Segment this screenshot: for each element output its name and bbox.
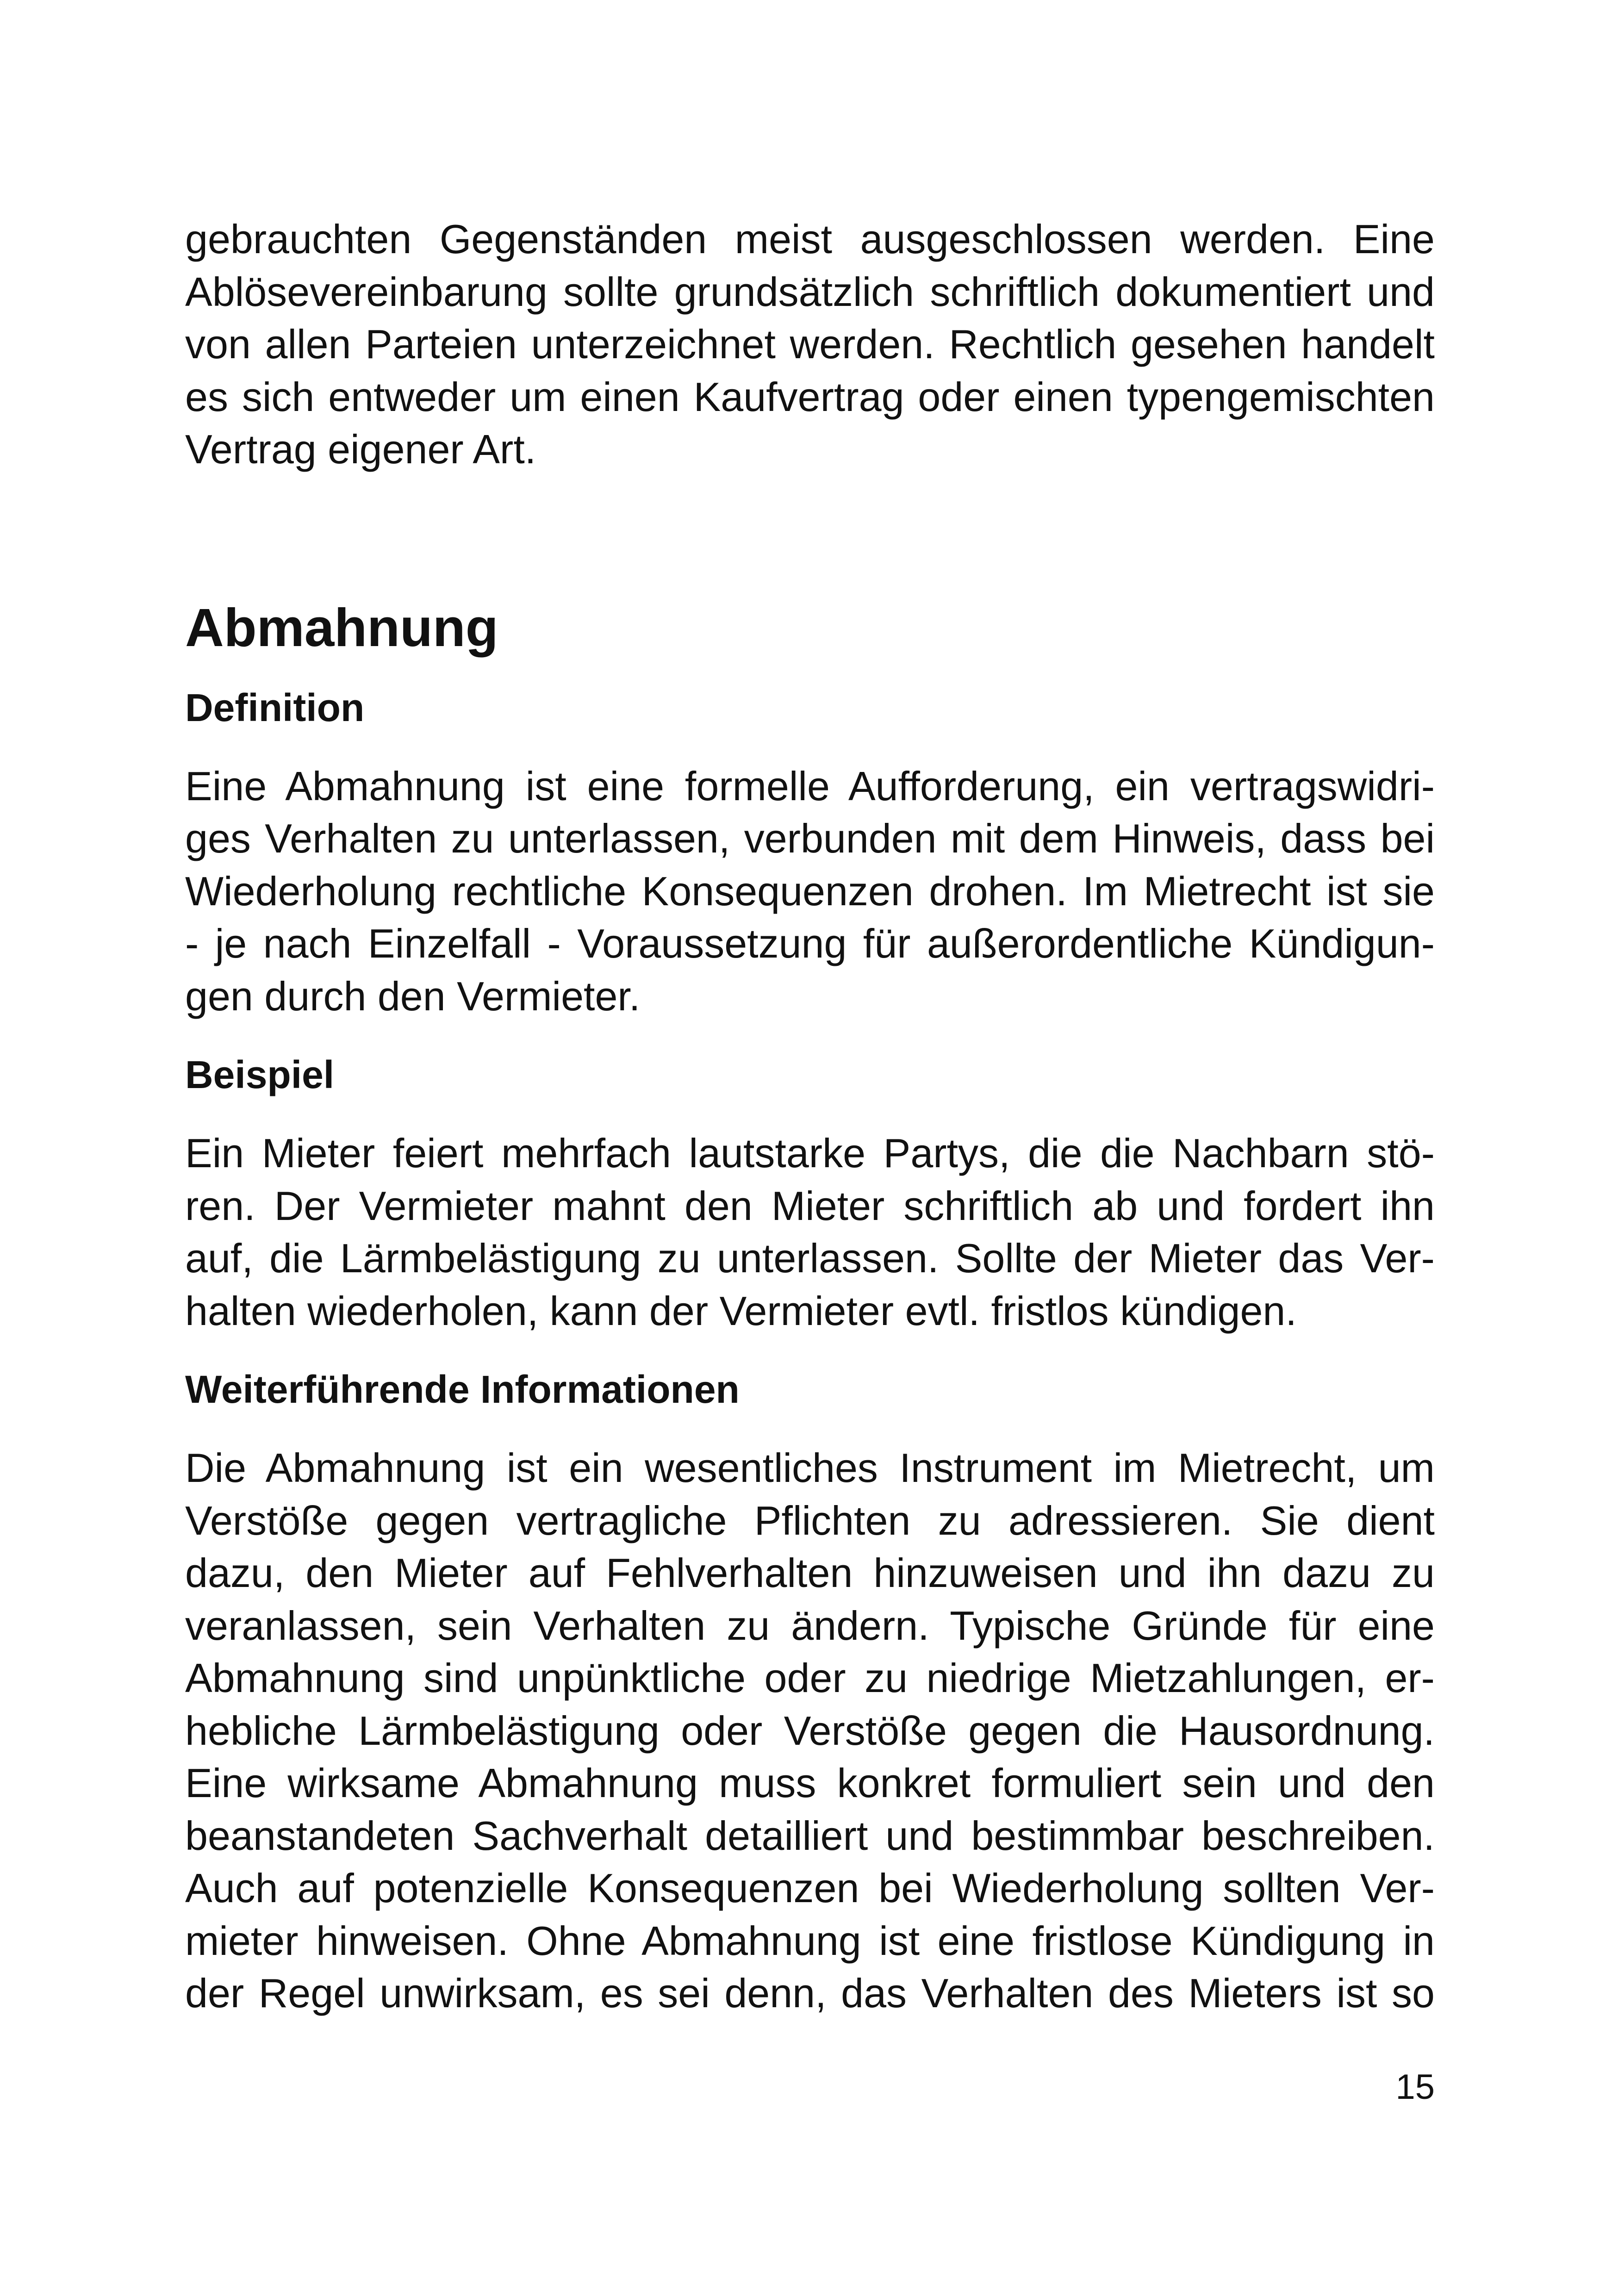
text-line: von allen Parteien unterzeichnet werden. Rechtlich gesehen handelt (185, 321, 1435, 367)
document-page (185, 213, 1435, 2020)
intro-paragraph (185, 213, 1435, 476)
text-line: Vertrag eigener Art. (185, 426, 536, 472)
text-line: Ein Mieter feiert mehrfach lautstarke Partys, die die Nachbarn stö- (185, 1130, 1435, 1176)
further-info-paragraph (185, 1442, 1435, 2020)
text-line: hebliche Lärmbelästigung oder Verstöße gegen die Hausordnung. (185, 1707, 1435, 1754)
text-line: halten wiederholen, kann der Vermieter evtl. fristlos kündigen. (185, 1288, 1297, 1334)
text-line: Eine wirksame Abmahnung muss konkret formuliert sein und den (185, 1760, 1435, 1806)
text-line: der Regel unwirksam, es sei denn, das Verhalten des Mieters ist so (185, 1970, 1435, 2016)
text-line: gen durch den Vermieter. (185, 973, 641, 1019)
further-info-heading: Weiterführende Informationen (185, 1368, 740, 1411)
text-line: - je nach Einzelfall - Voraussetzung für außerordentliche Kündigun- (185, 921, 1435, 966)
text-line: Eine Abmahnung ist eine formelle Aufforderung, ein vertragswidri- (185, 763, 1435, 809)
text-line: ges Verhalten zu unterlassen, verbunden mit dem Hinweis, dass bei (185, 815, 1435, 861)
text-line: gebrauchten Gegenständen meist ausgeschlossen werden. Eine (185, 216, 1435, 262)
text-line: es sich entweder um einen Kaufvertrag oder einen typengemischten (185, 373, 1435, 420)
text-line: Ablösevereinbarung sollte grundsätzlich schriftlich dokumentiert und (185, 268, 1435, 315)
example-heading: Beispiel (185, 1053, 335, 1096)
text-line: mieter hinweisen. Ohne Abmahnung ist eine fristlose Kündigung in (185, 1917, 1435, 1964)
text-line: Verstöße gegen vertragliche Pflichten zu adressieren. Sie dient (185, 1497, 1435, 1543)
definition-heading: Definition (185, 685, 365, 729)
example-paragraph (185, 1127, 1435, 1337)
text-line: dazu, den Mieter auf Fehlverhalten hinzuweisen und ihn dazu zu (185, 1550, 1435, 1596)
text-line: Wiederholung rechtliche Konsequenzen drohen. Im Mietrecht ist sie (185, 868, 1435, 914)
text-line: ren. Der Vermieter mahnt den Mieter schriftlich ab und fordert ihn (185, 1182, 1435, 1229)
page-number: 15 (1395, 2067, 1435, 2107)
section-title: Abmahnung (185, 597, 498, 658)
text-line: Auch auf potenzielle Konsequenzen bei Wiederholung sollten Ver- (185, 1865, 1435, 1911)
text-line: Die Abmahnung ist ein wesentliches Instrument im Mietrecht, um (185, 1445, 1435, 1491)
text-line: Abmahnung sind unpünktliche oder zu niedrige Mietzahlungen, er- (185, 1655, 1435, 1701)
definition-paragraph (185, 760, 1435, 1023)
text-line: veranlassen, sein Verhalten zu ändern. Typische Gründe für eine (185, 1602, 1435, 1649)
text-line: beanstandeten Sachverhalt detailliert und bestimmbar beschreiben. (185, 1812, 1435, 1859)
text-line: auf, die Lärmbelästigung zu unterlassen. Sollte der Mieter das Ver- (185, 1235, 1435, 1281)
